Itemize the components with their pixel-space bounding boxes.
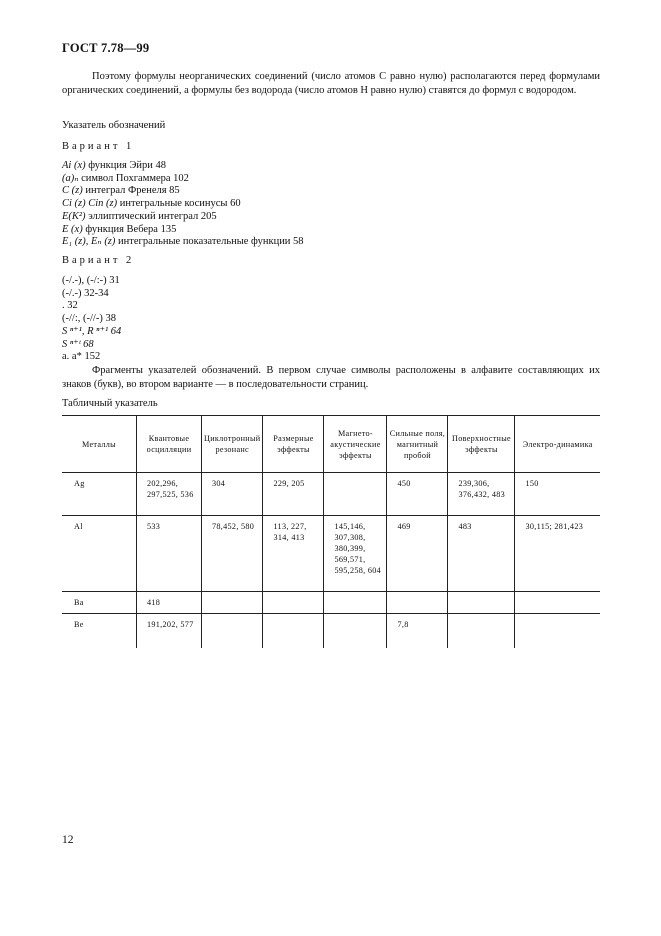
intro-text: Поэтому формулы неорганических соединений (число атомов С равно нулю) располагаются перед формулами органических соединений, а формулы без водорода (число атомов Н равно нулю) ставятся до формул с водородом. <box>62 71 600 96</box>
table-cell <box>202 592 263 614</box>
list-item: (-//:, (-//-) 38 <box>62 313 116 325</box>
table-cell: 113, 227, 314, 413 <box>263 516 324 592</box>
table-cell: 191,202, 577 <box>137 614 202 649</box>
table-cell: 150 <box>515 473 600 516</box>
table-cell: 145,146, 307,308, 380,399, 569,571, 595,258, 604 <box>324 516 387 592</box>
table-cell: 304 <box>202 473 263 516</box>
index-heading: Указатель обозначений <box>62 120 166 131</box>
table-cell <box>448 614 515 649</box>
table-cell: 239,306, 376,432, 483 <box>448 473 515 516</box>
table-cell <box>263 592 324 614</box>
column-header: Квантовые осцилляции <box>137 416 202 473</box>
column-header: Электро-динамика <box>515 416 600 473</box>
column-header: Циклотронный резонанс <box>202 416 263 473</box>
table-cell <box>515 614 600 649</box>
fragments-text: Фрагменты указателей обозначений. В первом случае символы расположены в алфавите составляющих их знаков (букв), во втором варианте — в последовательности страниц. <box>62 365 600 390</box>
table-cell: 483 <box>448 516 515 592</box>
table-cell <box>448 592 515 614</box>
list-item: S ⁿ⁺¹, R ⁿ⁺¹ 64 <box>62 325 122 337</box>
table-heading: Табличный указатель <box>62 398 158 409</box>
table-cell: 418 <box>137 592 202 614</box>
table-cell <box>387 592 448 614</box>
table-cell: 7,8 <box>387 614 448 649</box>
variant2-list <box>62 275 121 364</box>
table-cell <box>263 614 324 649</box>
standard-header: ГОСТ 7.78—99 <box>62 41 150 55</box>
table-cell: 78,452, 580 <box>202 516 263 592</box>
table-cell: 450 <box>387 473 448 516</box>
list-item: S ⁿ⁺ᵗ 68 <box>62 338 94 350</box>
list-item: E₁ (z), Eₙ (z) интегральные показательные функции 58 <box>62 236 304 248</box>
column-header: Размерные эффекты <box>263 416 324 473</box>
variant1-heading: Вариант 1 <box>62 141 135 152</box>
page-number: 12 <box>62 834 74 846</box>
variant1-list <box>62 160 304 249</box>
list-item: Ai (x) функция Эйри 48 <box>62 160 167 171</box>
table-cell <box>324 473 387 516</box>
table-cell: Al <box>62 516 137 592</box>
column-header: Поверхностные эффекты <box>448 416 515 473</box>
table-cell: 30,115; 281,423 <box>515 516 600 592</box>
column-header: Магнето-акустические эффекты <box>324 416 387 473</box>
table-cell: 533 <box>137 516 202 592</box>
list-item: (a)ₙ символ Похгаммера 102 <box>62 172 189 184</box>
list-item: Ci (z) Cin (z) интегральные косинусы 60 <box>62 198 241 210</box>
table-cell <box>324 614 387 649</box>
list-item: a. a* 152 <box>62 351 101 363</box>
table-cell: 202,296, 297,525, 536 <box>137 473 202 516</box>
table-cell <box>324 592 387 614</box>
metals-index-table <box>62 415 600 648</box>
table-row <box>62 516 600 592</box>
list-item: E(K²) эллиптический интеграл 205 <box>62 210 217 222</box>
list-item: C (z) интеграл Френеля 85 <box>62 185 180 197</box>
table-cell: 229, 205 <box>263 473 324 516</box>
list-item: (-/.-), (-/:-) 31 <box>62 275 120 286</box>
table-cell: Be <box>62 614 137 649</box>
table-cell: Ba <box>62 592 137 614</box>
table-row <box>62 614 600 649</box>
column-header: Сильные поля, магнитный пробой <box>387 416 448 473</box>
table-row <box>62 592 600 614</box>
table-cell: Ag <box>74 479 85 488</box>
column-header: Металлы <box>62 416 137 473</box>
variant2-heading: Вариант 2 <box>62 255 135 266</box>
list-item: . 32 <box>62 300 78 312</box>
table-row <box>62 473 600 516</box>
intro-paragraph <box>62 70 600 97</box>
table-cell <box>202 614 263 649</box>
table-cell <box>515 592 600 614</box>
table-cell: 469 <box>387 516 448 592</box>
list-item: E (x) функция Вебера 135 <box>62 223 177 235</box>
list-item: (-/.-) 32-34 <box>62 287 109 299</box>
fragments-paragraph <box>62 364 600 391</box>
